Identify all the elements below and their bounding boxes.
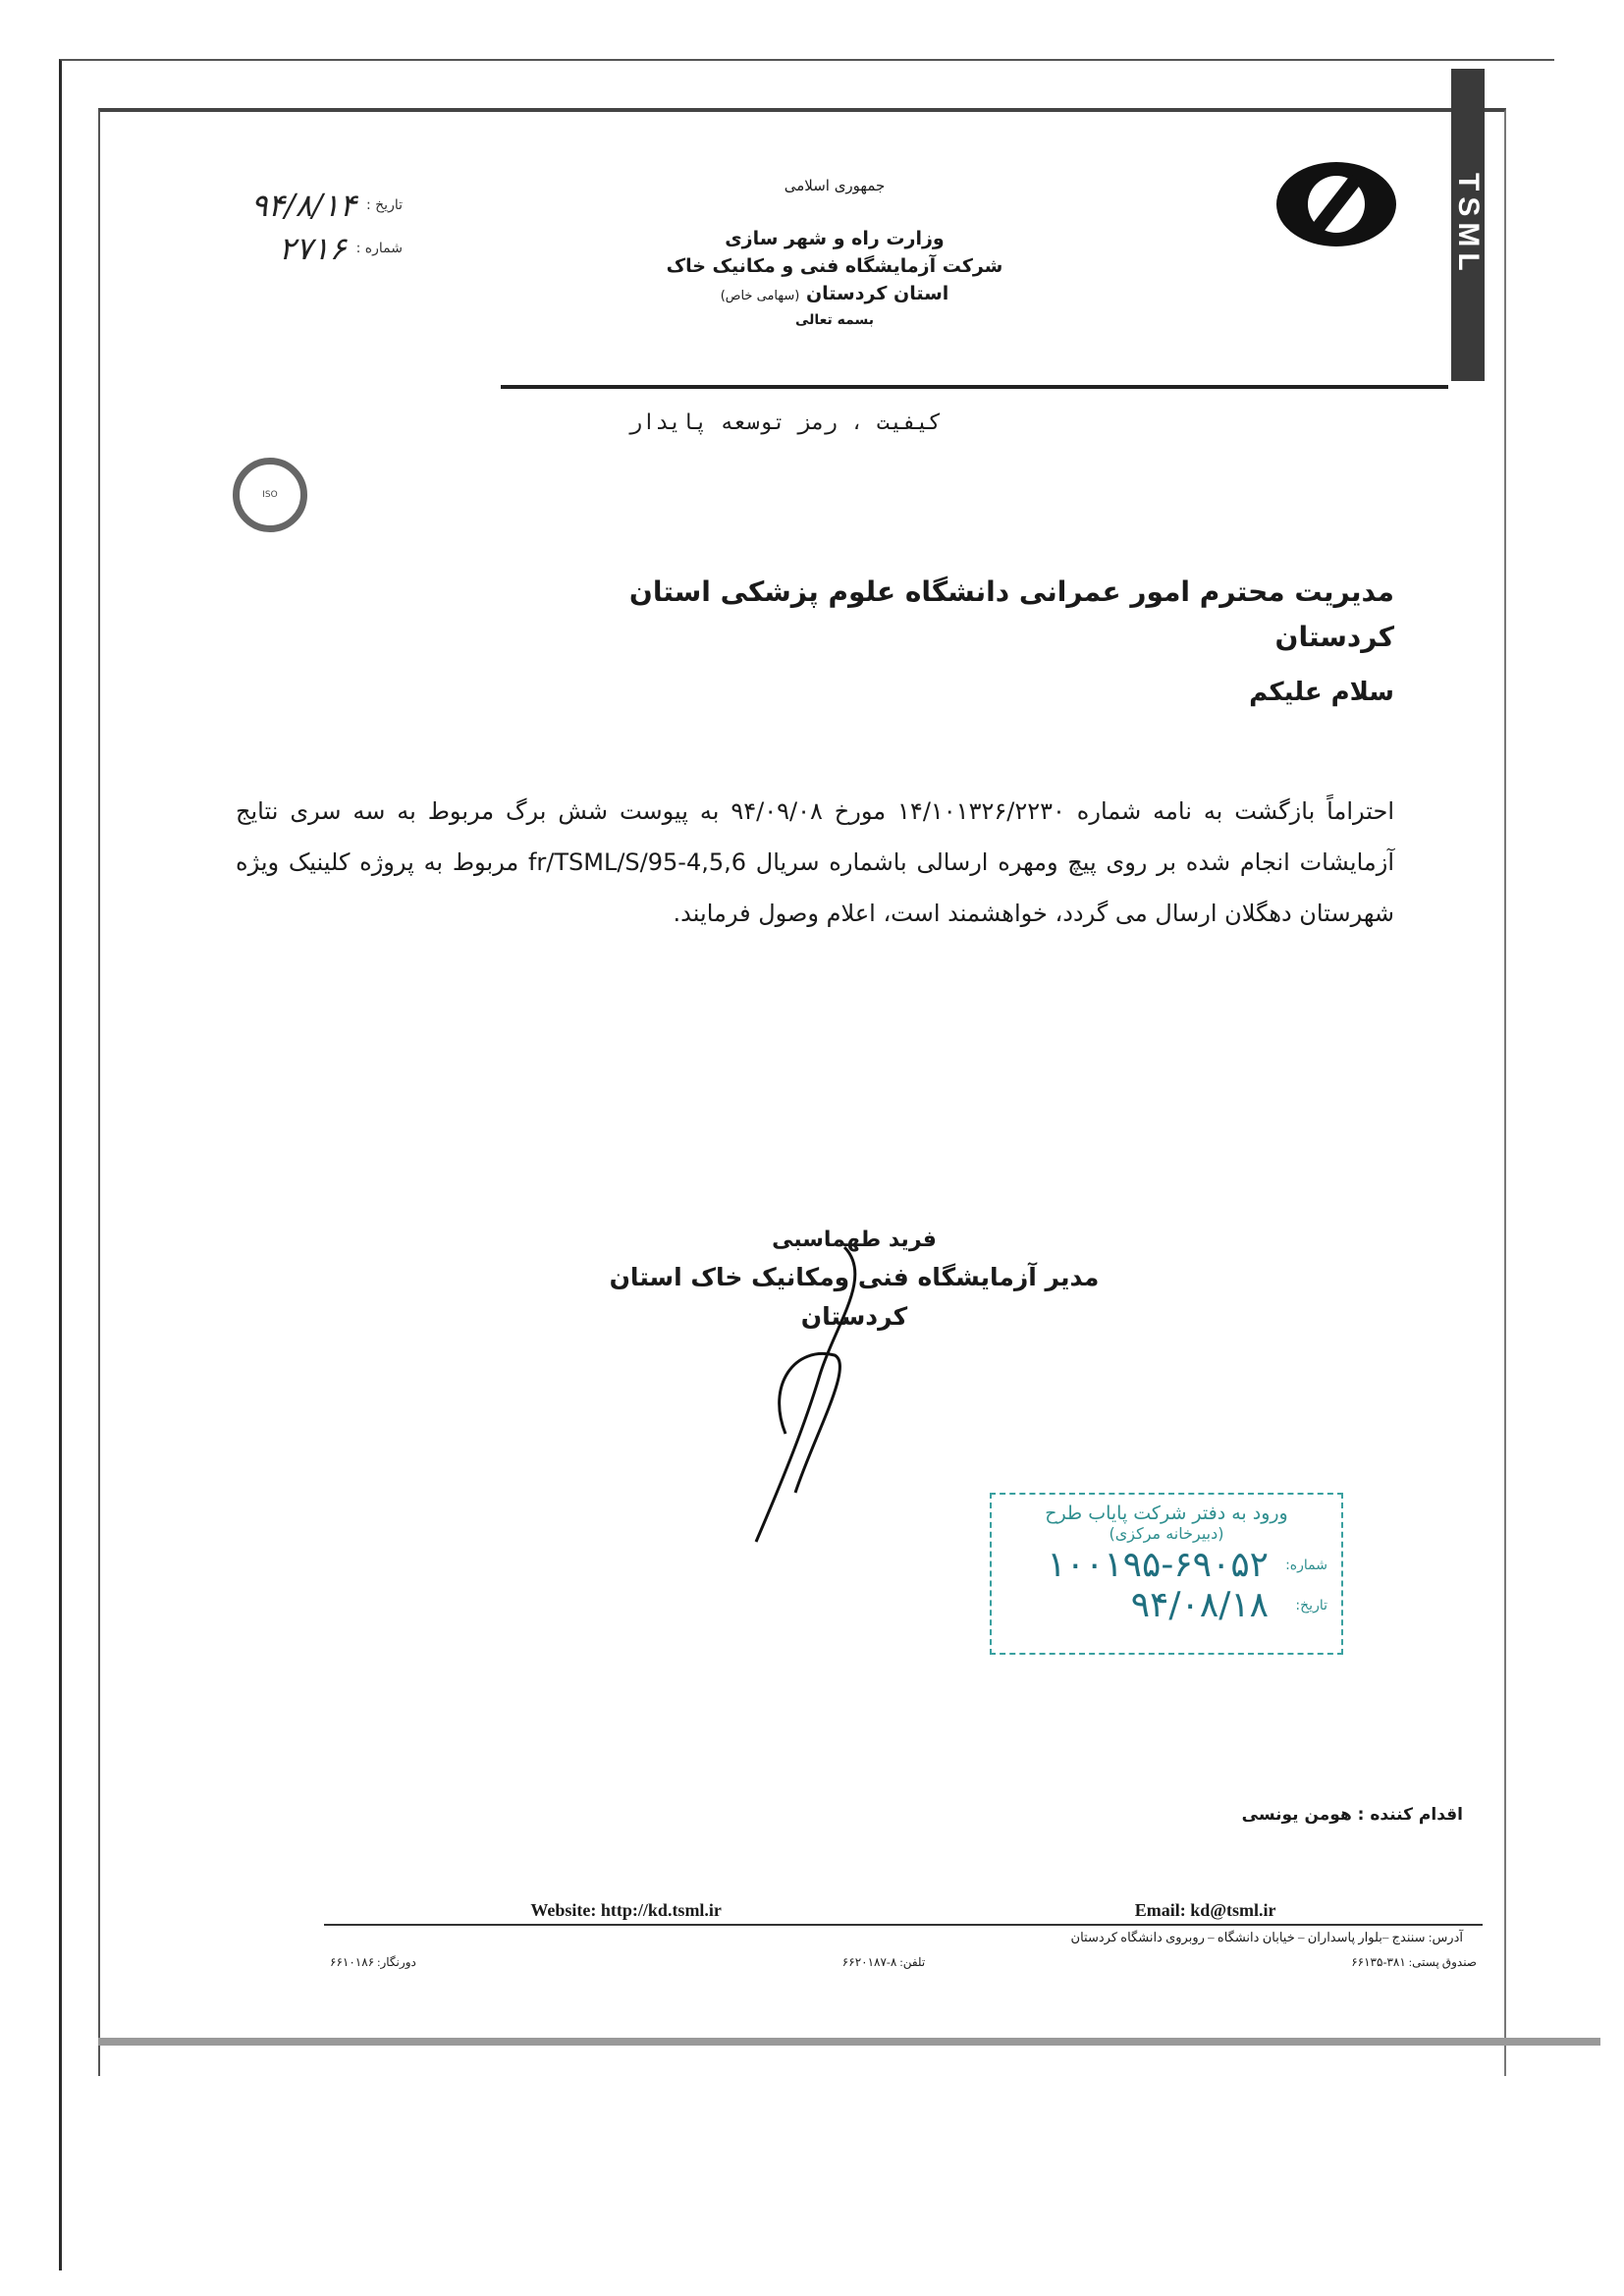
stamp-number-row xyxy=(1005,1545,1327,1585)
date-row xyxy=(157,187,403,224)
number-value: ۲۷۱۶ xyxy=(278,230,347,267)
letter-meta xyxy=(157,187,403,273)
signatory-title: مدیر آزمایشگاه فنی ومکانیک خاک استان کردستان xyxy=(609,1263,1100,1331)
signatory-name: فرید طهماسبی xyxy=(772,1228,937,1252)
invocation-text: بسمه تعالی xyxy=(794,312,875,328)
action-by: اقدام کننده : هومن یونسی xyxy=(1241,1805,1463,1825)
bottom-rule xyxy=(98,2038,1600,2046)
slogan: کیفیت ، رمز توسعه پایدار xyxy=(629,410,942,435)
stamp-date-row xyxy=(1005,1585,1327,1625)
brand-strip-text: TSML xyxy=(1452,173,1485,277)
footer-address: آدرس: سنندج –بلوار پاسداران – خیابان دانشگاه – روبروی دانشگاه کردستان xyxy=(1070,1930,1463,1944)
handwritten-signature-icon xyxy=(727,1237,884,1552)
postbox: صندوق پستی: ۳۸۱-۶۶۱۳۵ xyxy=(1351,1955,1477,1969)
letter-frame xyxy=(98,108,1506,2076)
footer-numbers xyxy=(324,1955,1483,1970)
stamp-number-label: شماره: xyxy=(1285,1557,1327,1573)
stamp-date-label: تاریخ: xyxy=(1295,1597,1327,1613)
company-type-text: (سهامی خاص) xyxy=(720,289,800,303)
footer-divider xyxy=(324,1924,1483,1926)
footer-contacts xyxy=(324,1900,1483,1921)
addressee: مدیریت محترم امور عمرانی دانشگاه علوم پزشکی استان کردستان xyxy=(628,575,1394,653)
date-label: تاریخ : xyxy=(365,197,403,213)
greeting: سلام علیکم xyxy=(1249,678,1394,707)
fax: دورنگار: ۶۶۱۰۱۸۶ xyxy=(330,1955,416,1969)
letterhead xyxy=(589,177,1080,328)
stamp-number-value: ۱۰۰۱۹۵-۶۹۰۵۲ xyxy=(1047,1545,1269,1585)
iso-seal-icon: ISO xyxy=(233,458,307,532)
phone: تلفن: ۸-۶۶۲۰۱۸۷ xyxy=(841,1955,926,1969)
province-text: استان کردستان xyxy=(805,283,949,304)
number-label: شماره : xyxy=(355,241,403,256)
stamp-subtitle: (دبیرخانه مرکزی) xyxy=(1109,1524,1224,1543)
ministry-text: وزارت راه و شهر سازی xyxy=(725,228,945,249)
received-stamp xyxy=(990,1493,1343,1655)
letter-body: احتراماً بازگشت به نامه شماره ۱۴/۱۰۱۳۲۶/۲۲۳۰ مورخ ۹۴/۰۹/۰۸ به پیوست شش برگ مربوط به سه سری نتایج آزمایشات انجام شده بر روی پیچ ومهره ارسالی باشماره سریال fr/TSML/S/95-4,5,6 مربوط به پروژه کلینیک ویژه شهرستان دهگلان ارسال می گردد، خواهشمند است، اعلام وصول فرمایند. xyxy=(236,797,1395,927)
brand-strip xyxy=(1451,69,1485,381)
province-line xyxy=(589,283,1080,304)
header-divider xyxy=(501,385,1448,389)
footer xyxy=(324,1900,1483,1970)
website-link: Website: http://kd.tsml.ir xyxy=(530,1900,722,1920)
email-link: Email: kd@tsml.ir xyxy=(1134,1900,1276,1920)
stamp-date-value: ۹۴/۰۸/۱۸ xyxy=(1130,1585,1269,1625)
date-value: ۹۴/۸/۱۴ xyxy=(250,187,356,224)
stamp-title: ورود به دفتر شرکت پایاب طرح xyxy=(1045,1503,1288,1524)
company-logo-icon xyxy=(1276,162,1396,246)
republic-text: جمهوری اسلامی xyxy=(784,177,886,194)
number-row xyxy=(157,230,403,267)
company-text: شرکت آزمایشگاه فنی و مکانیک خاک xyxy=(666,255,1003,277)
